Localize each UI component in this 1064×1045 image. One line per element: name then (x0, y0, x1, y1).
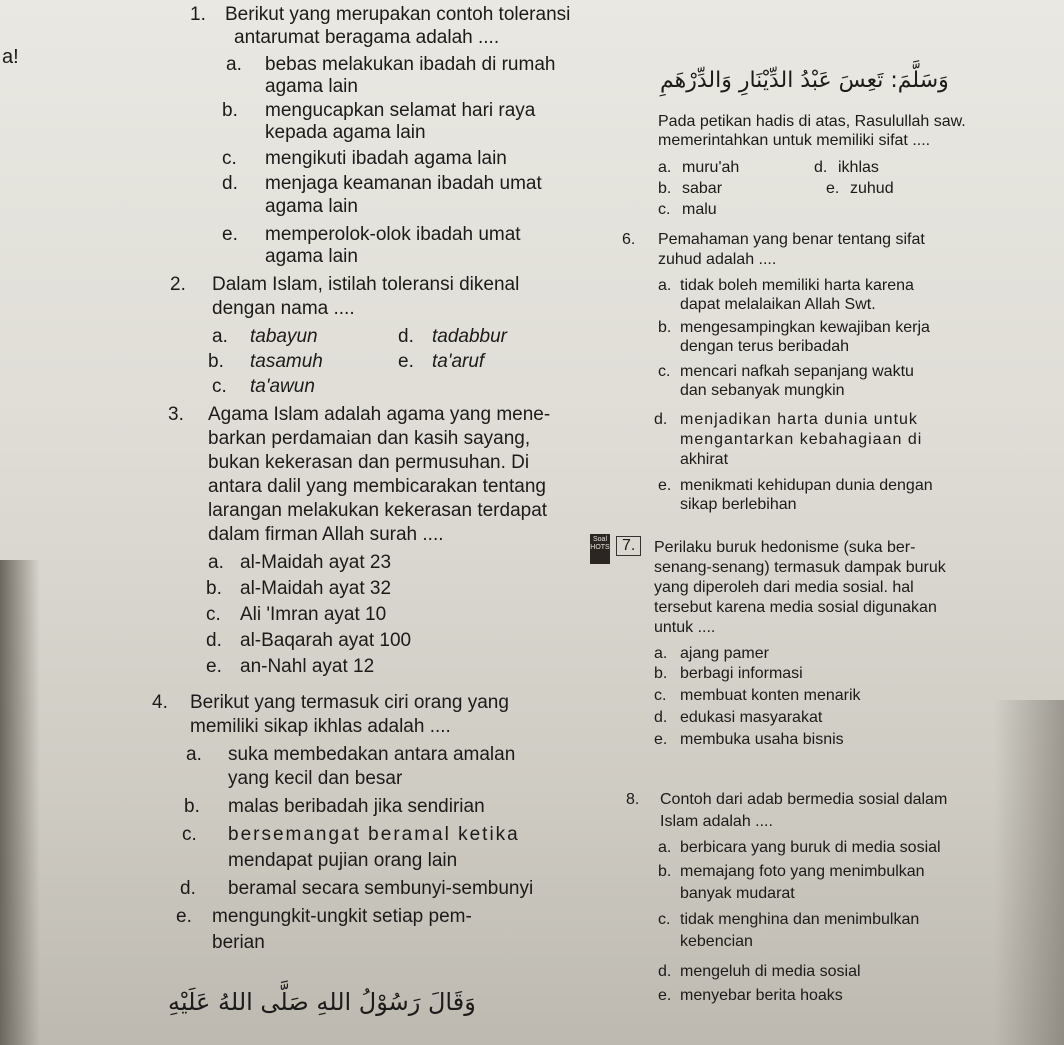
option-letter: d. (654, 709, 668, 726)
question-stem-line: yang diperoleh dari media sosial. hal (654, 579, 914, 596)
option-text: zuhud (850, 180, 894, 197)
option-text: ikhlas (838, 159, 879, 176)
option-text: akhirat (680, 451, 729, 468)
question-number: 3. (168, 404, 184, 425)
arabic-hadith-line: وَقَالَ رَسُوْلُ اللهِ صَلَّى اللهُ عَلَيْهِ (168, 988, 476, 1016)
option-text: mendapat pujian orang lain (228, 850, 458, 871)
option-letter: c. (182, 824, 197, 845)
option-text: dan sebanyak mungkin (680, 382, 845, 399)
question-stem-line: dengan nama .... (212, 298, 355, 319)
option-letter: d. (654, 411, 668, 428)
option-text: berian (212, 932, 265, 953)
question-stem-line: larangan melakukan kekerasan terdapat (208, 500, 548, 521)
option-letter: e. (654, 731, 668, 748)
option-text: agama lain (265, 196, 358, 217)
question-stem-line: Berikut yang merupakan contoh toleransi (225, 4, 571, 25)
option-text: tidak boleh memiliki harta karena (680, 277, 914, 294)
option-text: menyebar berita hoaks (680, 987, 843, 1004)
option-text: mengucapkan selamat hari raya (265, 100, 536, 121)
question-stem-line: Contoh dari adab bermedia sosial dalam (660, 791, 948, 808)
option-letter: b. (184, 796, 200, 817)
question-number: 7. (616, 536, 641, 556)
option-letter: c. (658, 911, 671, 928)
question-stem-line: Pemahaman yang benar tentang sifat (658, 231, 925, 248)
option-letter: a. (212, 326, 228, 347)
question-stem-line: antarumat beragama adalah .... (234, 27, 500, 48)
option-letter: d. (206, 630, 222, 651)
question-stem-line: Islam adalah .... (660, 813, 773, 830)
option-letter: e. (206, 656, 222, 677)
option-letter: a. (226, 54, 242, 75)
option-letter: e. (222, 224, 238, 245)
option-letter: d. (658, 963, 672, 980)
option-letter: c. (658, 363, 671, 380)
question-number: 4. (152, 692, 168, 713)
option-text: Ali 'Imran ayat 10 (240, 604, 387, 625)
option-text: tasamuh (250, 351, 323, 372)
option-text: kepada agama lain (265, 122, 426, 143)
question-stem-line: Pada petikan hadis di atas, Rasulullah saw. (658, 113, 966, 130)
option-letter: a. (658, 277, 672, 294)
option-letter: a. (654, 645, 668, 662)
option-text: tadabbur (432, 326, 508, 347)
option-text: ta'aruf (432, 351, 485, 372)
question-stem-line: memiliki sikap ikhlas adalah .... (190, 716, 451, 737)
option-text: malas beribadah jika sendirian (228, 796, 485, 817)
option-letter: c. (654, 687, 667, 704)
hots-sticker: Soal HOTS (590, 534, 610, 564)
option-letter: a. (658, 839, 672, 856)
question-stem-line: senang-senang) termasuk dampak buruk (654, 559, 946, 576)
option-text: al-Baqarah ayat 100 (240, 630, 412, 651)
option-letter: b. (658, 319, 672, 336)
option-letter: b. (222, 100, 238, 121)
option-text: mencari nafkah sepanjang waktu (680, 363, 914, 380)
option-text: memperolok-olok ibadah umat (265, 224, 521, 245)
option-letter: e. (398, 351, 414, 372)
question-number: 8. (626, 791, 640, 808)
option-text: muru'ah (682, 159, 740, 176)
option-letter: d. (814, 159, 828, 176)
option-text: berbagi informasi (680, 665, 803, 682)
option-text: mengantarkan kebahagiaan di (680, 431, 923, 448)
option-text: bersemangat beramal ketika (228, 824, 520, 845)
option-text: membuka usaha bisnis (680, 731, 844, 748)
question-stem-line: antara dalil yang membicarakan tentang (208, 476, 546, 497)
option-text: tidak menghina dan menimbulkan (680, 911, 920, 928)
question-number: 2. (170, 274, 186, 295)
option-text: menjadikan harta dunia untuk (680, 411, 918, 428)
stray-text: a! (2, 46, 19, 68)
option-text: membuat konten menarik (680, 687, 861, 704)
option-letter: e. (176, 906, 192, 927)
option-letter: e. (826, 180, 840, 197)
question-stem-line: Perilaku buruk hedonisme (suka ber- (654, 539, 916, 556)
question-stem-line: bukan kekerasan dan permusuhan. Di (208, 452, 530, 473)
option-text: suka membedakan antara amalan (228, 744, 516, 765)
option-letter: b. (658, 863, 672, 880)
option-letter: b. (206, 578, 222, 599)
option-text: al-Maidah ayat 32 (240, 578, 392, 599)
option-text: kebencian (680, 933, 753, 950)
option-letter: b. (208, 351, 224, 372)
option-text: memajang foto yang menimbulkan (680, 863, 925, 880)
option-text: menjaga keamanan ibadah umat (265, 173, 542, 194)
question-stem-line: zuhud adalah .... (658, 251, 777, 268)
option-text: agama lain (265, 246, 358, 267)
option-text: sikap berlebihan (680, 496, 797, 513)
option-letter: d. (398, 326, 414, 347)
option-text: beramal secara sembunyi-sembunyi (228, 878, 534, 899)
option-text: sabar (682, 180, 723, 197)
option-text: malu (682, 201, 717, 218)
option-text: yang kecil dan besar (228, 768, 403, 789)
option-letter: b. (654, 665, 668, 682)
arabic-hadith-line: وَسَلَّمَ: تَعِسَ عَبْدُ الدِّيْنَارِ وَالدِّرْهَمِ (660, 68, 949, 93)
option-letter: a. (186, 744, 202, 765)
option-text: ajang pamer (680, 645, 769, 662)
question-stem-line: tersebut karena media sosial digunakan (654, 599, 937, 616)
option-text: dapat melalaikan Allah Swt. (680, 296, 876, 313)
question-stem-line: dalam firman Allah surah .... (208, 524, 444, 545)
page-fold-shadow (994, 700, 1064, 1045)
page-edge-shadow (0, 560, 40, 1045)
option-letter: c. (658, 201, 671, 218)
option-letter: e. (658, 477, 672, 494)
option-letter: d. (222, 173, 238, 194)
option-text: ta'awun (250, 376, 315, 397)
question-number: 1. (190, 4, 206, 25)
option-letter: c. (212, 376, 227, 397)
option-letter: c. (206, 604, 221, 625)
option-letter: e. (658, 987, 672, 1004)
question-stem-line: Berikut yang termasuk ciri orang yang (190, 692, 509, 713)
option-letter: a. (658, 159, 672, 176)
option-text: mengesampingkan kewajiban kerja (680, 319, 930, 336)
question-number: 6. (622, 231, 636, 248)
option-text: an-Nahl ayat 12 (240, 656, 375, 677)
option-text: mengeluh di media sosial (680, 963, 861, 980)
option-letter: a. (208, 552, 224, 573)
option-text: edukasi masyarakat (680, 709, 823, 726)
option-text: mengikuti ibadah agama lain (265, 148, 507, 169)
option-text: bebas melakukan ibadah di rumah (265, 54, 556, 75)
option-text: banyak mudarat (680, 885, 795, 902)
question-stem-line: untuk .... (654, 619, 716, 636)
option-text: berbicara yang buruk di media sosial (680, 839, 941, 856)
option-text: agama lain (265, 76, 358, 97)
option-letter: b. (658, 180, 672, 197)
option-letter: c. (222, 148, 237, 169)
question-stem-line: memerintahkan untuk memiliki sifat .... (658, 132, 931, 149)
option-text: al-Maidah ayat 23 (240, 552, 392, 573)
option-text: menikmati kehidupan dunia dengan (680, 477, 933, 494)
question-stem-line: Agama Islam adalah agama yang mene- (208, 404, 551, 425)
option-text: tabayun (250, 326, 318, 347)
option-text: dengan terus beribadah (680, 338, 850, 355)
option-text: mengungkit-ungkit setiap pem- (212, 906, 472, 927)
option-letter: d. (180, 878, 196, 899)
question-stem-line: Dalam Islam, istilah toleransi dikenal (212, 274, 520, 295)
question-stem-line: barkan perdamaian dan kasih sayang, (208, 428, 531, 449)
